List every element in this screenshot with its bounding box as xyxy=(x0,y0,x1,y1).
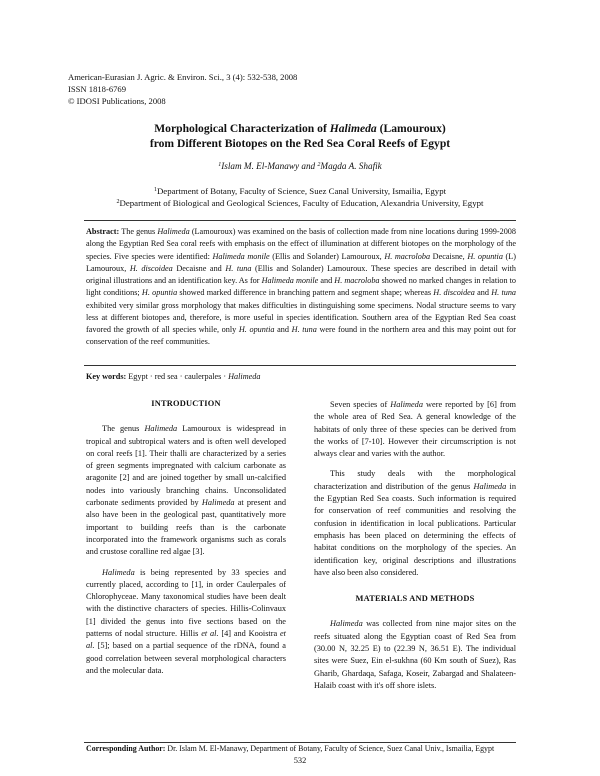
methods-heading: MATERIALS AND METHODS xyxy=(355,594,475,604)
title-text: Morphological Characterization of xyxy=(154,122,330,135)
introduction-heading: INTRODUCTION xyxy=(151,399,221,408)
authors xyxy=(60,161,540,171)
affiliations xyxy=(60,185,540,209)
abstract: Abstract: The genus Halimeda (Lamouroux) was examined on the basis of collection made from nine locations during 1999-2008 along the Egyptian Red Sea coral reefs with emphasis on the effect of illumination at different biotopes on the morphology of the species. Five species were identified: Halimeda monile (Ellis and Solander) Lamouroux, H. macroloba Decaisne, H. opuntia (L) Lamouroux, H. discoidea Decaisne and H. tuna (Ellis and Solander) Lamouroux. These species are described in detail with original illustrations and an identification key. As for Halimeda monile and H. macroloba showed no marked changes in relation to light conditions; H. opuntia showed marked difference in branching pattern and segment shape; whereas H. discoidea and H. tuna exhibited very similar gross morphology that makes difficulties in distinguishing some specimens. Nodal structure seems to vary less at different biotopes and, therefore, is more useful in species identification. Southern area of the Egyptian Red Sea coast favored the growth of all species while, only H. opuntia and H. tuna were found in the northern area and this may point out for conservation of the reef communities. xyxy=(86,227,517,347)
abstract-bottom-rule xyxy=(84,365,516,366)
corresponding-author xyxy=(86,744,526,753)
author1-sup: 1 xyxy=(218,162,222,168)
author-2: Magda A. Shafik xyxy=(320,161,382,171)
author2-sup: 2 xyxy=(317,162,321,168)
author-1: Islam M. El-Manawy xyxy=(221,161,300,171)
intro-paragraph-1: The genus Halimeda Lamouroux is widespread in tropical and subtropical waters and is often well developed on coral reefs [1]. Their thalli are characterized by a series of green segments impregnated with calcium carbonate as aragonite [2] and are joined together by small un-calcified nodes into variously branching chains. Unconsolidated carbonate sediments provided by Halimeda at present and also have been in the geological past, quantitatively more important to building reefs than is the carbonate incorporated into the framework organisms such as corals and crustose coralline red algae [3]. xyxy=(86,424,286,557)
journal-issn: ISSN 1818-6769 xyxy=(68,84,127,94)
keywords: Key words: Egypt · red sea · caulerpales · Halimeda xyxy=(86,372,261,381)
paper-title xyxy=(60,121,540,151)
title-line-2: from Different Biotopes on the Red Sea Coral Reefs of Egypt xyxy=(149,137,451,150)
title-genus: Halimeda xyxy=(329,122,377,135)
page-number: 532 xyxy=(293,756,307,765)
keywords-label: Key words: xyxy=(86,372,127,381)
abstract-top-rule xyxy=(84,220,516,221)
journal-copyright: © IDOSI Publications, 2008 xyxy=(68,96,166,106)
right-column xyxy=(314,399,516,700)
footer-rule xyxy=(84,742,516,743)
journal-citation: American-Eurasian J. Agric. & Environ. Sci., 3 (4): 532-538, 2008 xyxy=(68,72,298,82)
aff1-sup: 1 xyxy=(153,187,157,193)
abstract-label: Abstract: xyxy=(86,227,120,236)
authors-and: and xyxy=(299,161,318,171)
affiliation-1: Department of Botany, Faculty of Science, Suez Canal University, Ismailia, Egypt xyxy=(156,186,447,196)
journal-header xyxy=(68,71,297,107)
corresponding-label: Corresponding Author: xyxy=(86,744,166,753)
title-text-end: (Lamouroux) xyxy=(376,122,446,135)
intro-paragraph-2: Halimeda is being represented by 33 species and currently placed, according to [1], in order Caulerpales of Chlorophyceae. Many taxonomical studies have been dealt with the distinctive characters of species. Hillis-Colinvaux [1] divided the genus into five sections based on the patterns of nodal structure. Hillis et al. [4] and Kooistra et al. [5]; based on a partial sequence of the rDNA, found a good correlation between several morphological characters and the molecular data. xyxy=(86,567,286,675)
methods-paragraph-1: Halimeda was collected from nine major sites on the reefs situated along the Egyptian coast of Red Sea from (30.00 N, 32.25 E) to (22.39 N, 36.51 E). The individual sites were Suez, Ein el-sukhna (60 Km south of Suez), Ras Gharib, Ghardaqa, Safaga, Koseir, Zabargad and Shalateen-Halaib coast with it's off shore islets. xyxy=(314,619,516,690)
aff2-sup: 2 xyxy=(116,199,120,205)
affiliation-2: Department of Biological and Geological Sciences, Faculty of Education, Alexandria University, Egypt xyxy=(119,198,484,208)
left-column xyxy=(86,398,286,685)
intro-paragraph-4: This study deals with the morphological characterization and distribution of the genus Halimeda in the Egyptian Red Sea coasts. Such information is required for conservation of reef communities and resolving the confusion in identification in local publications. Particular emphasis has been placed on determining the effects of habitat conditions on the morphology of the species. An identification key, original descriptions and illustrations have also been also considered. xyxy=(314,469,517,577)
intro-paragraph-3: Seven species of Halimeda were reported by [6] from the whole area of Red Sea. A general knowledge of the habitats of only three of these species can be derived from the works of [7-10]. However their circumscription is not always clear and varies with the author. xyxy=(314,400,517,459)
corresponding-text: Dr. Islam M. El-Manawy, Department of Botany, Faculty of Science, Suez Canal Univ., Ismailia, Egypt xyxy=(165,744,495,753)
